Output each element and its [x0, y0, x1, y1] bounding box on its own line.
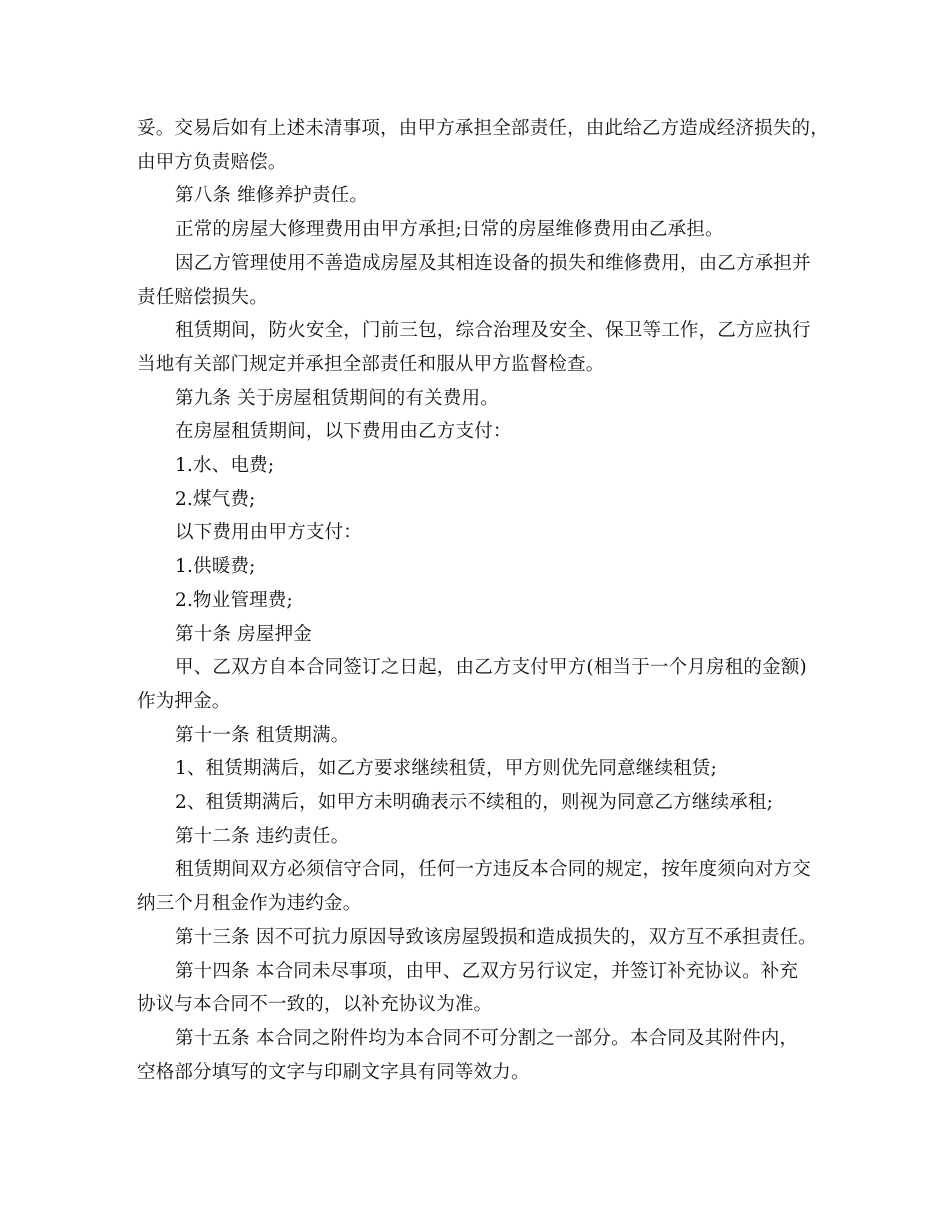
contract-text-body	[137, 112, 832, 1089]
text-line: 由甲方负责赔偿。	[137, 151, 287, 173]
text-line: 第八条 维修养护责任。	[175, 185, 369, 207]
text-line: 1.水、电费;	[175, 455, 275, 477]
text-line: 第九条 关于房屋租赁期间的有关费用。	[175, 387, 499, 409]
text-line: 因乙方管理使用不善造成房屋及其相连设备的损失和维修费用，由乙方承担并	[175, 252, 811, 274]
text-line: 第十条 房屋押金	[175, 623, 312, 645]
text-line: 第十二条 违约责任。	[175, 825, 350, 847]
text-line: 妥。交易后如有上述未清事项，由甲方承担全部责任，由此给乙方造成经济损失的，	[137, 118, 829, 139]
text-line: 空格部分填写的文字与印刷文字具有同等效力。	[137, 1061, 530, 1083]
text-line: 2、租赁期满后，如甲方未明确表示不续租的，则视为同意乙方继续承租;	[175, 792, 774, 814]
text-line: 纳三个月租金作为违约金。	[137, 893, 362, 915]
text-line: 正常的房屋大修理费用由甲方承担;日常的房屋维修费用由乙承担。	[175, 219, 724, 241]
text-line: 租赁期间双方必须信守合同，任何一方违反本合同的规定，按年度须向对方交	[175, 859, 811, 881]
text-line: 协议与本合同不一致的，以补充协议为准。	[137, 994, 493, 1016]
text-line: 2.煤气费;	[175, 488, 256, 510]
text-line: 第十四条 本合同未尽事项，由甲、乙双方另行议定，并签订补充协议。补充	[175, 960, 799, 982]
text-line: 在房屋租赁期间，以下费用由乙方支付：	[175, 421, 512, 443]
text-line: 2.物业管理费;	[175, 589, 293, 611]
text-line: 1、租赁期满后，如乙方要求继续租赁，甲方则优先同意继续租赁;	[175, 758, 718, 780]
text-line: 第十五条 本合同之附件均为本合同不可分割之一部分。本合同及其附件内，	[175, 1027, 799, 1049]
text-line: 第十三条 因不可抗力原因导致该房屋毁损和造成损失的，双方互不承担责任。	[175, 926, 817, 948]
text-line: 作为押金。	[137, 690, 231, 712]
text-line: 1.供暖费;	[175, 556, 256, 578]
text-line: 以下费用由甲方支付：	[175, 522, 363, 544]
text-line: 当地有关部门规定并承担全部责任和服从甲方监督检查。	[137, 353, 605, 375]
text-line: 责任赔偿损失。	[137, 286, 268, 308]
text-line: 甲、乙双方自本合同签订之日起，由乙方支付甲方(相当于一个月房租的金额)	[175, 657, 807, 679]
text-line: 第十一条 租赁期满。	[175, 724, 350, 746]
text-line: 租赁期间，防火安全，门前三包，综合治理及安全、保卫等工作，乙方应执行	[175, 320, 811, 342]
